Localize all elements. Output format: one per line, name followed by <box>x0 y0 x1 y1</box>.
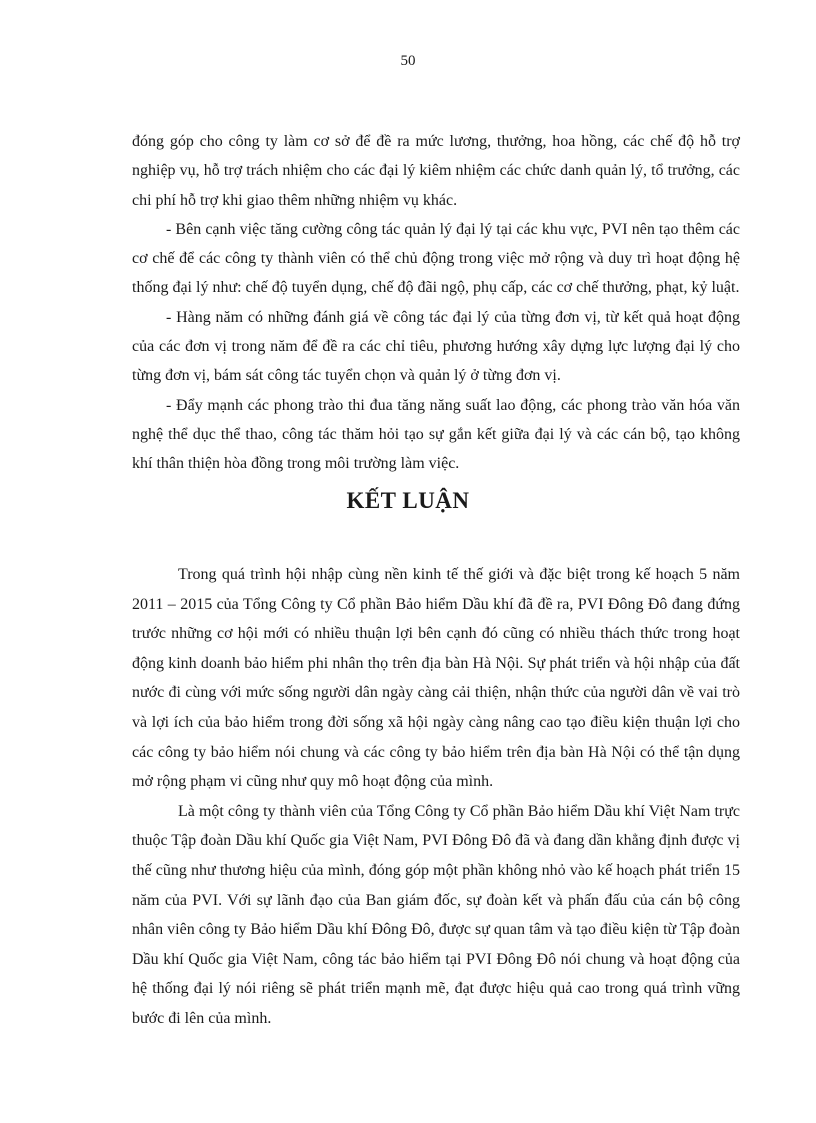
intro-section <box>132 127 740 479</box>
bullet-paragraph: - Đẩy mạnh các phong trào thi đua tăng năng suất lao động, các phong trào văn hóa văn nghệ thể dục thể thao, công tác thăm hỏi tạo sự gắn kết giữa đại lý và các cán bộ, tạo không khí thân thiện hòa đồng trong môi trường làm việc. <box>132 396 740 473</box>
page-number: 50 <box>400 53 416 69</box>
paragraph: đóng góp cho công ty làm cơ sở để đề ra mức lương, thưởng, hoa hồng, các chế độ hỗ trợ nghiệp vụ, hỗ trợ trách nhiệm cho các đại lý kiêm nhiệm các chức danh quản lý, tổ trưởng, các chi phí hỗ trợ khi giao thêm những nhiệm vụ khác. <box>132 133 740 209</box>
conclusion-heading: KẾT LUẬN <box>346 488 470 513</box>
paragraph: Là một công ty thành viên của Tổng Công ty Cổ phần Bảo hiểm Dầu khí Việt Nam trực thuộc Tập đoàn Dầu khí Quốc gia Việt Nam, PVI Đông Đô đã và đang dần khẳng định được vị thế cũng như thương hiệu của mình, đóng góp một phần không nhỏ vào kế hoạch phát triển 15 năm của PVI. Với sự lãnh đạo của Ban giám đốc, sự đoàn kết và phấn đấu của cán bộ công nhân viên công ty Bảo hiểm Dầu khí Đông Đô, được sự quan tâm và tạo điều kiện từ Tập đoàn Dầu khí Quốc gia Việt Nam, công tác bảo hiểm tại PVI Đông Đô nói chung và hoạt động của hệ thống đại lý nói riêng sẽ phát triển mạnh mẽ, đạt được hiệu quả cao trong quá trình vững bước đi lên của mình. <box>132 802 740 1027</box>
bullet-paragraph: - Hàng năm có những đánh giá về công tác đại lý của từng đơn vị, từ kết quả hoạt động của các đơn vị trong năm để đề ra các chỉ tiêu, phương hướng xây dựng lực lượng đại lý cho từng đơn vị, bám sát công tác tuyển chọn và quản lý ở từng đơn vị. <box>132 308 740 385</box>
paragraph: Trong quá trình hội nhập cùng nền kinh tế thế giới và đặc biệt trong kế hoạch 5 năm 2011 – 2015 của Tổng Công ty Cổ phần Bảo hiểm Dầu khí đã đề ra, PVI Đông Đô đang đứng trước những cơ hội mới có nhiều thuận lợi bên cạnh đó cũng có nhiều thách thức trong hoạt động kinh doanh bảo hiểm phi nhân thọ trên địa bàn Hà Nội. Sự phát triển và hội nhập của đất nước đi cùng với mức sống người dân ngày càng cải thiện, nhận thức của người dân về vai trò và lợi ích của bảo hiểm trong đời sống xã hội ngày càng nâng cao tạo điều kiện thuận lợi cho các công ty bảo hiểm nói chung và các công ty bảo hiểm trên địa bàn Hà Nội có thể tận dụng mở rộng phạm vi cũng như quy mô hoạt động của mình. <box>132 566 740 791</box>
bullet-paragraph: - Bên cạnh việc tăng cường công tác quản lý đại lý tại các khu vực, PVI nên tạo thêm các cơ chế để các công ty thành viên có thể chủ động trong việc mở rộng và duy trì hoạt động hệ thống đại lý như: chế độ tuyển dụng, chế độ đãi ngộ, phụ cấp, các cơ chế thưởng, phạt, kỷ luật. <box>132 220 740 297</box>
conclusion-section <box>132 560 740 1034</box>
